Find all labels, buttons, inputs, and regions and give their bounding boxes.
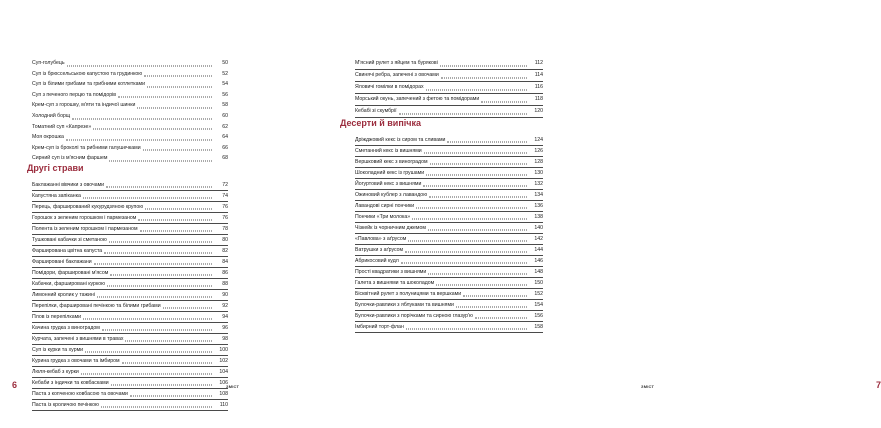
- toc-entry-page: 82: [222, 248, 228, 254]
- dot-leader: [81, 374, 212, 375]
- dot-leader: [163, 308, 212, 309]
- dot-leader: [125, 341, 212, 342]
- toc-entry-page: 100: [219, 347, 228, 353]
- toc-entry: [355, 179, 543, 190]
- dot-leader: [67, 65, 212, 66]
- toc-entry: [355, 146, 543, 157]
- toc-entry-title: Морський окунь, запечений з фетою та помідорами: [355, 96, 480, 102]
- dot-leader: [83, 319, 212, 320]
- toc-entry: [355, 58, 543, 70]
- toc-entry: [32, 224, 228, 235]
- toc-entry-title: Фарширована цвітна капуста: [32, 248, 103, 254]
- running-head-left: ЗМІСТ: [226, 384, 240, 389]
- toc-entry-title: Паста з копченою ковбасою та овочами: [32, 391, 128, 397]
- toc-entry-page: 60: [222, 112, 228, 119]
- toc-entry: [32, 111, 228, 122]
- dot-leader: [475, 318, 527, 319]
- dot-leader: [436, 285, 527, 286]
- toc-entry-title: Суп-голубець: [32, 60, 65, 66]
- dot-leader: [147, 86, 212, 87]
- toc-entry-page: 128: [534, 159, 543, 165]
- dot-leader: [424, 153, 527, 154]
- toc-entry-page: 134: [534, 192, 543, 198]
- right-toc-section: [340, 117, 543, 333]
- toc-entry: [32, 132, 228, 143]
- toc-entry: [32, 58, 228, 69]
- toc-entry-title: Суп із білими грибами та грибними котлетками: [32, 81, 145, 88]
- toc-entry-title: Суп з печеного перцю та помідорів: [32, 91, 117, 98]
- toc-entry: [355, 212, 543, 223]
- toc-entry-title: Дріжджовий кекс із сиром та сливами: [355, 137, 446, 143]
- toc-entry-title: Помідори, фаршировані м'ясом: [32, 270, 109, 276]
- toc-entry: [32, 334, 228, 345]
- dot-leader: [122, 363, 212, 364]
- toc-entry-page: 156: [534, 313, 543, 319]
- left-toc-continued: [32, 58, 228, 164]
- toc-entry-page: 112: [534, 60, 543, 66]
- toc-entry: [32, 257, 228, 268]
- toc-entry: [355, 245, 543, 256]
- toc-entry-page: 72: [222, 182, 228, 188]
- toc-entry: [355, 190, 543, 201]
- toc-entry-page: 142: [534, 236, 543, 242]
- toc-entry-page: 140: [534, 225, 543, 231]
- toc-entry: [32, 143, 228, 154]
- toc-entry: [355, 278, 543, 289]
- toc-entry-page: 118: [534, 96, 543, 102]
- toc-entry-page: 78: [222, 226, 228, 232]
- toc-entry-page: 92: [222, 303, 228, 309]
- toc-entry-page: 56: [222, 91, 228, 98]
- toc-entry-page: 98: [222, 336, 228, 342]
- toc-entry-page: 148: [534, 269, 543, 275]
- dot-leader: [441, 78, 527, 79]
- toc-entry-page: 104: [219, 369, 228, 375]
- toc-entry-title: Простi квадратики з вишнями: [355, 269, 427, 275]
- toc-entry-title: «Павлова» з аґрусом: [355, 236, 407, 242]
- toc-entry: [32, 90, 228, 101]
- toc-entry: [355, 322, 543, 333]
- dot-leader: [463, 296, 527, 297]
- toc-entry-title: Шоколадний кекс із грушами: [355, 170, 425, 176]
- toc-entry-page: 110: [219, 402, 228, 408]
- toc-entry: [355, 70, 543, 82]
- toc-entry-title: Лимонний кролик у тажині: [32, 292, 95, 298]
- toc-entry: [355, 157, 543, 168]
- toc-entry-title: Крем-суп з горошку, м'яти та індичої шинки: [32, 102, 136, 109]
- toc-entry-page: 144: [534, 247, 543, 253]
- dot-leader: [405, 252, 527, 253]
- toc-entry-title: Горошок з зеленим горошком і пармезаном: [32, 215, 137, 221]
- dot-leader: [426, 90, 527, 91]
- dot-leader: [93, 129, 212, 130]
- toc-entry: [32, 180, 228, 191]
- toc-entry-page: 106: [219, 380, 228, 386]
- dot-leader: [66, 139, 212, 140]
- toc-entry-page: 116: [534, 84, 543, 90]
- dot-leader: [416, 208, 527, 209]
- dot-leader: [101, 407, 212, 408]
- dot-leader: [143, 150, 212, 151]
- toc-entry: [32, 312, 228, 323]
- dot-leader: [138, 220, 212, 221]
- toc-entry-title: Курчата, запечені з вишнями в травах: [32, 336, 124, 342]
- right-toc-continued: [355, 58, 543, 118]
- toc-entry: [355, 267, 543, 278]
- toc-entry-title: Томатний суп «Капрезе»: [32, 123, 92, 130]
- toc-entry: [32, 367, 228, 378]
- toc-entry-title: Свинячі ребра, запечені з овочами: [355, 72, 439, 78]
- toc-entry-title: Тушковані кабачки зі сметаною: [32, 237, 107, 243]
- toc-entry-page: 150: [534, 280, 543, 286]
- toc-entry-page: 96: [222, 325, 228, 331]
- dot-leader: [456, 307, 527, 308]
- dot-leader: [428, 230, 527, 231]
- toc-entry-title: Сирний суп із м'ясним фаршем: [32, 155, 108, 162]
- toc-entry-page: 126: [534, 148, 543, 154]
- toc-entry-page: 158: [534, 324, 543, 330]
- toc-entry-page: 80: [222, 237, 228, 243]
- left-toc-section: [27, 162, 228, 411]
- dot-leader: [144, 76, 212, 77]
- dot-leader: [401, 263, 527, 264]
- toc-entry-page: 64: [222, 134, 228, 141]
- toc-entry: [355, 223, 543, 234]
- toc-entry-title: Капустяна запіканка: [32, 193, 81, 199]
- toc-entry: [32, 400, 228, 411]
- dot-leader: [107, 286, 212, 287]
- toc-entry: [355, 234, 543, 245]
- toc-entry: [32, 235, 228, 246]
- toc-entry-title: Бісквітний рулет з полуницями та вершками: [355, 291, 462, 297]
- dot-leader: [72, 118, 212, 119]
- dot-leader: [408, 241, 527, 242]
- toc-entry-page: 136: [534, 203, 543, 209]
- dot-leader: [102, 330, 212, 331]
- toc-entry-title: Перець, фарширований кукурудзяною крупою: [32, 204, 144, 210]
- dot-leader: [118, 97, 212, 98]
- dot-leader: [412, 219, 527, 220]
- toc-entry-title: Галета з вишнями та шоколадом: [355, 280, 435, 286]
- toc-entry-title: Пончики «Три молока»: [355, 214, 411, 220]
- toc-entry: [32, 202, 228, 213]
- toc-entry-title: Суп із брюссельською капустою та грудинкою: [32, 70, 143, 77]
- toc-entry-title: Ожиновий кублер з лавандою: [355, 192, 428, 198]
- toc-entry-title: Паста із кроличою печінкою: [32, 402, 99, 408]
- toc-entry-page: 74: [222, 193, 228, 199]
- toc-entry: [355, 94, 543, 106]
- dot-leader: [430, 164, 527, 165]
- toc-entry: [355, 300, 543, 311]
- toc-entry: [355, 311, 543, 322]
- toc-entry: [355, 201, 543, 212]
- dot-leader: [106, 187, 212, 188]
- toc-entry-title: Перепілки, фаршировані печінкою та білими грибами: [32, 303, 161, 309]
- toc-entry-page: 130: [534, 170, 543, 176]
- toc-entry-title: Кебабі зі скумбрії: [355, 108, 397, 114]
- toc-entry-title: Крем-суп із броколі та рибними галушечками: [32, 144, 141, 151]
- toc-entry-page: 68: [222, 155, 228, 162]
- dot-leader: [426, 175, 527, 176]
- toc-entry: [32, 279, 228, 290]
- toc-entry-page: 90: [222, 292, 228, 298]
- toc-entry: [32, 389, 228, 400]
- toc-entry-title: Кебаби з індички та ковбасками: [32, 380, 109, 386]
- toc-entry-title: Кабачки, фаршировані куркою: [32, 281, 106, 287]
- toc-entry-title: Плов із перепілками: [32, 314, 82, 320]
- toc-entry-page: 52: [222, 70, 228, 77]
- toc-entry-page: 146: [534, 258, 543, 264]
- toc-entry-title: Лавандові сирні пончики: [355, 203, 415, 209]
- toc-entry-page: 120: [534, 108, 543, 114]
- toc-entry-page: 84: [222, 259, 228, 265]
- dot-leader: [110, 275, 212, 276]
- dot-leader: [423, 186, 527, 187]
- toc-entry-title: Булочки-равлики з порічками та сирною глазур'ю: [355, 313, 473, 319]
- toc-entry: [32, 79, 228, 90]
- toc-entry-page: 76: [222, 204, 228, 210]
- toc-entry-title: Моя окрошка: [32, 134, 64, 141]
- dot-leader: [429, 197, 527, 198]
- running-head-right: ЗМІСТ: [641, 384, 655, 389]
- toc-entry-title: Суп із курки та хурми: [32, 347, 84, 353]
- page-number-right: 7: [876, 380, 881, 390]
- toc-entry-page: 152: [534, 291, 543, 297]
- toc-entry-title: Йогуртовий кекс з вишнями: [355, 181, 422, 187]
- toc-entry: [32, 301, 228, 312]
- dot-leader: [399, 114, 527, 115]
- dot-leader: [440, 66, 527, 67]
- toc-entry-page: 154: [534, 302, 543, 308]
- toc-entry: [32, 213, 228, 224]
- toc-entry: [32, 323, 228, 334]
- toc-entry-page: 102: [219, 358, 228, 364]
- toc-entry: [355, 135, 543, 146]
- toc-entry-page: 62: [222, 123, 228, 130]
- toc-entry-page: 138: [534, 214, 543, 220]
- dot-leader: [428, 274, 527, 275]
- toc-entry-title: Сметанний кекс із вишнями: [355, 148, 422, 154]
- toc-entry-title: Качина грудка з виноградом: [32, 325, 100, 331]
- toc-entry-title: Фаршировані баклажани: [32, 259, 92, 265]
- toc-entry-page: 114: [534, 72, 543, 78]
- toc-entry: [32, 122, 228, 133]
- toc-entry-page: 66: [222, 144, 228, 151]
- toc-entry-title: Ватрушки з аґрусом: [355, 247, 404, 253]
- toc-entry: [355, 82, 543, 94]
- toc-entry: [32, 290, 228, 301]
- dot-leader: [83, 198, 212, 199]
- toc-entry-page: 88: [222, 281, 228, 287]
- dot-leader: [145, 209, 212, 210]
- toc-entry: [355, 256, 543, 267]
- toc-entry-title: Імбирний торт-флан: [355, 324, 404, 330]
- toc-entry: [355, 289, 543, 300]
- dot-leader: [85, 352, 212, 353]
- toc-entry: [32, 345, 228, 356]
- toc-entry-page: 54: [222, 81, 228, 88]
- toc-entry-page: 108: [219, 391, 228, 397]
- dot-leader: [140, 231, 212, 232]
- toc-entry: [32, 268, 228, 279]
- toc-entry-page: 76: [222, 215, 228, 221]
- toc-entry-title: Булочки-равлики з яблуками та вишнями: [355, 302, 454, 308]
- toc-entry-page: 94: [222, 314, 228, 320]
- toc-entry-title: Курина грудка з овочами та імбиром: [32, 358, 120, 364]
- toc-entry-title: М'ясний рулет з яйцем та бурякові: [355, 60, 438, 66]
- toc-entry-title: Чізкейк із чорничним джемом: [355, 225, 426, 231]
- toc-entry-title: Абрикосовий кудл: [355, 258, 399, 264]
- toc-entry-page: 124: [534, 137, 543, 143]
- dot-leader: [137, 107, 212, 108]
- section-title-desserts: Десерти й випічка: [340, 118, 422, 128]
- toc-entry-title: Яловичі гомілки в помідорах: [355, 84, 424, 90]
- section-title-main-courses: Другі страви: [27, 163, 84, 173]
- dot-leader: [447, 142, 527, 143]
- toc-entry-title: Люля-кебаб з курки: [32, 369, 79, 375]
- toc-entry-page: 86: [222, 270, 228, 276]
- toc-entry: [32, 356, 228, 367]
- toc-entry: [32, 378, 228, 389]
- page-number-left: 6: [12, 380, 18, 390]
- left-page: [0, 0, 300, 428]
- dot-leader: [130, 396, 212, 397]
- toc-entry-title: Полента із зеленим горошком і пармезаном: [32, 226, 138, 232]
- dot-leader: [481, 102, 527, 103]
- dot-leader: [104, 253, 212, 254]
- dot-leader: [111, 385, 212, 386]
- toc-entry: [32, 100, 228, 111]
- toc-entry: [32, 191, 228, 202]
- toc-entry-title: Холодний борщ: [32, 112, 71, 119]
- dot-leader: [97, 297, 212, 298]
- toc-entry: [32, 246, 228, 257]
- toc-entry-page: 132: [534, 181, 543, 187]
- toc-entry-title: Баклажанні вівчики з овочами: [32, 182, 105, 188]
- toc-entry-page: 50: [222, 60, 228, 66]
- toc-entry: [32, 69, 228, 80]
- toc-entry: [355, 168, 543, 179]
- dot-leader: [109, 242, 212, 243]
- toc-entry-title: Вершковий кекс з виноградом: [355, 159, 428, 165]
- toc-entry-page: 58: [222, 102, 228, 109]
- dot-leader: [94, 264, 212, 265]
- dot-leader: [406, 329, 527, 330]
